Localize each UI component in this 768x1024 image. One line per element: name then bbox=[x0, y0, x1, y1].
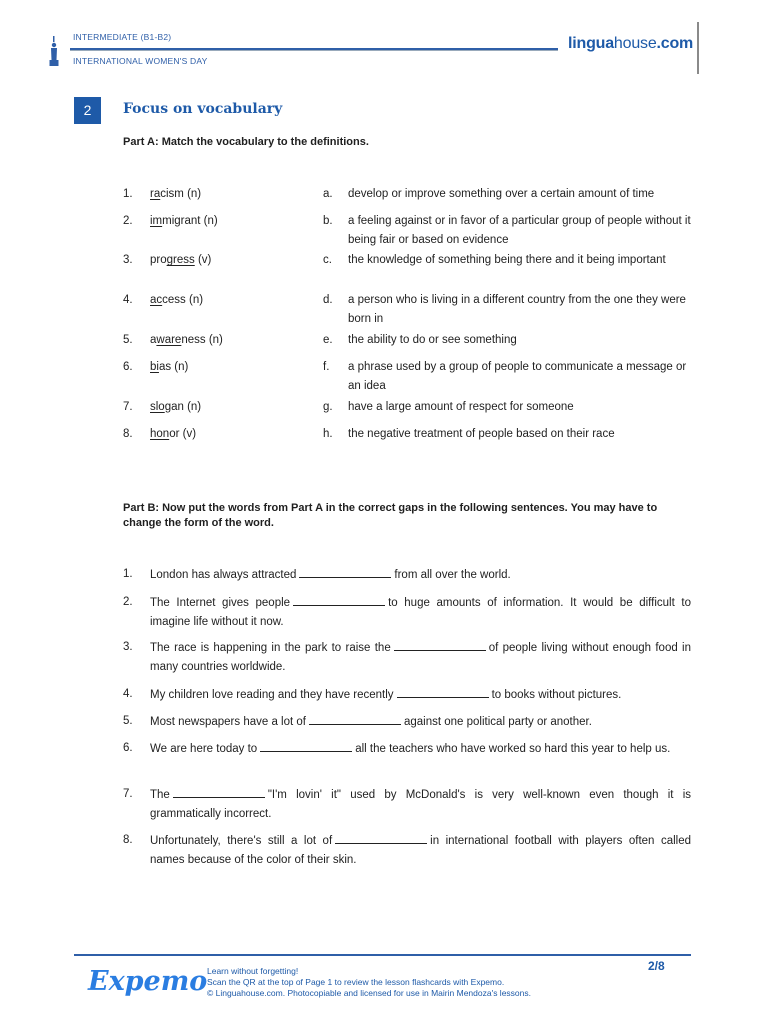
definition-text: develop or improve something over a certain amount of time bbox=[348, 188, 655, 200]
vocab-word: progress (v) bbox=[150, 254, 212, 266]
sentence-number: 5. bbox=[123, 715, 133, 727]
sentence-number: 1. bbox=[123, 568, 133, 580]
level-label: INTERMEDIATE (B1-B2) bbox=[73, 32, 172, 42]
gap-sentence: The "I'm lovin' it" used by McDonald's is very well-known even though it is grammatically incorrect. bbox=[150, 785, 691, 824]
word-number: 1. bbox=[123, 188, 133, 200]
sentence-number: 4. bbox=[123, 688, 133, 700]
definition-text: the ability to do or see something bbox=[348, 334, 517, 346]
word-number: 6. bbox=[123, 361, 133, 373]
sentence-number: 3. bbox=[123, 641, 133, 653]
part-a-instruction: Part A: Match the vocabulary to the definitions. bbox=[123, 136, 369, 148]
section-title: Focus on vocabulary bbox=[123, 101, 283, 117]
definition-text: have a large amount of respect for someone bbox=[348, 401, 574, 413]
definition-text: a feeling against or in favor of a particular group of people without it being fair or based on evidence bbox=[348, 215, 691, 246]
vocab-word: slogan (n) bbox=[150, 401, 202, 413]
gap-sentence: The Internet gives people to huge amounts of information. It would be difficult to imagine life without it now. bbox=[150, 593, 691, 632]
sentence-number: 8. bbox=[123, 834, 133, 846]
header-divider-thin bbox=[70, 50, 558, 51]
statue-of-liberty-icon bbox=[48, 36, 60, 66]
vocab-word: awareness (n) bbox=[150, 334, 223, 346]
definition-letter: c. bbox=[323, 254, 332, 266]
gap-sentence: We are here today to all the teachers who have worked so hard this year to help us. bbox=[150, 739, 691, 759]
answer-blank[interactable] bbox=[173, 785, 265, 798]
definition-letter: e. bbox=[323, 334, 333, 346]
word-number: 3. bbox=[123, 254, 133, 266]
gap-sentence: My children love reading and they have recently to books without pictures. bbox=[150, 685, 691, 705]
definition-text: a phrase used by a group of people to communicate a message or an idea bbox=[348, 361, 687, 392]
definition-letter: h. bbox=[323, 428, 333, 440]
vocab-word: racism (n) bbox=[150, 188, 202, 200]
definition-letter: f. bbox=[323, 361, 330, 373]
vocab-word: access (n) bbox=[150, 294, 204, 306]
definition-text: the negative treatment of people based on their race bbox=[348, 428, 615, 440]
answer-blank[interactable] bbox=[293, 593, 385, 606]
sentence-number: 7. bbox=[123, 788, 133, 800]
page-number: 2/8 bbox=[648, 959, 665, 973]
expemo-logo: Expemo bbox=[88, 966, 208, 997]
vocab-word: immigrant (n) bbox=[150, 215, 218, 227]
vocab-word: bias (n) bbox=[150, 361, 189, 373]
definition-letter: a. bbox=[323, 188, 333, 200]
word-number: 8. bbox=[123, 428, 133, 440]
gap-sentence: Unfortunately, there's still a lot of in international football with players often called names because of the color of their skin. bbox=[150, 831, 691, 870]
answer-blank[interactable] bbox=[397, 685, 489, 698]
linguahouse-logo: linguahouse.com bbox=[568, 35, 694, 52]
definition-letter: b. bbox=[323, 215, 333, 227]
word-number: 5. bbox=[123, 334, 133, 346]
footer-divider bbox=[74, 954, 691, 956]
section-number: 2 bbox=[74, 97, 101, 124]
answer-blank[interactable] bbox=[260, 739, 352, 752]
sentence-number: 6. bbox=[123, 742, 133, 754]
definition-letter: d. bbox=[323, 294, 333, 306]
definition-text: the knowledge of something being there and it being important bbox=[348, 254, 666, 266]
gap-sentence: Most newspapers have a lot of against one political party or another. bbox=[150, 712, 691, 732]
definition-letter: g. bbox=[323, 401, 333, 413]
answer-blank[interactable] bbox=[394, 638, 486, 651]
gap-sentence: The race is happening in the park to raise the of people living without enough food in many countries worldwide. bbox=[150, 638, 691, 677]
vocab-word: honor (v) bbox=[150, 428, 197, 440]
footer-qr-note: Scan the QR at the top of Page 1 to review the lesson flashcards with Expemo. bbox=[207, 977, 505, 987]
word-number: 7. bbox=[123, 401, 133, 413]
answer-blank[interactable] bbox=[299, 565, 391, 578]
footer-tagline: Learn without forgetting! bbox=[207, 966, 299, 976]
part-b-instruction: Part B: Now put the words from Part A in the correct gaps in the following sentences. You may have to change the form of the word. bbox=[123, 502, 658, 529]
footer-text bbox=[207, 966, 531, 999]
sentence-number: 2. bbox=[123, 596, 133, 608]
word-number: 4. bbox=[123, 294, 133, 306]
answer-blank[interactable] bbox=[309, 712, 401, 725]
word-number: 2. bbox=[123, 215, 133, 227]
footer-copyright: © Linguahouse.com. Photocopiable and licensed for use in Mairin Mendoza's lessons. bbox=[207, 988, 531, 998]
answer-blank[interactable] bbox=[335, 831, 427, 844]
definition-text: a person who is living in a different country from the one they were born in bbox=[348, 294, 686, 325]
gap-sentence: London has always attracted from all over the world. bbox=[150, 565, 691, 585]
topic-label: INTERNATIONAL WOMEN'S DAY bbox=[73, 56, 208, 66]
header-vertical-bar bbox=[697, 22, 699, 74]
